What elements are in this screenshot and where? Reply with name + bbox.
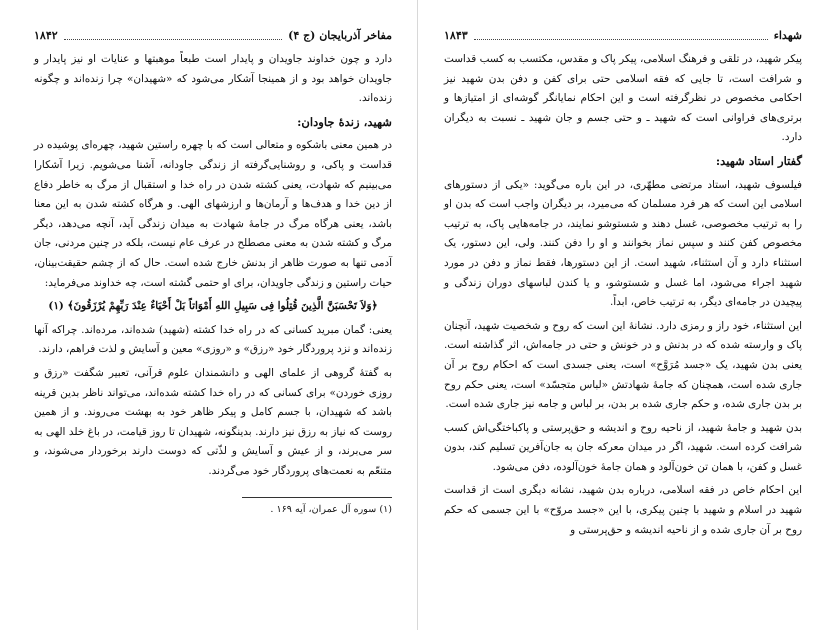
- paragraph: در همین معنی باشکوه و متعالی است که با چهره راستین شهید، چهره‌ای پوشیده در قداست و پاکی، و روشنایی‌گرفته از زندگی جاودانه، آشنا می‌شویم. زیرا آشکارا می‌بینیم که شهادت، یعنی کشته شدن در راه خدا و استقبال از مرگ به خاطر دفاع از دین خدا و هدف‌ها و آرمان‌ها و ارزشهای الهی. و هرگاه کشته شدن به این معنا باشد، یعنی هرگاه مرگ در جامهٔ شهادت به میدان زندگی آید، آنچه می‌دهد، دیگر مرگ و کشته شدن به معنی مصطلح در عرف عام نیست، بلکه در چنین مردنی، جان آدمی تنها به صورت ظاهر از بدنش خارج شده است. حال که از چشم حقیقت‌بینان، حیات راستین و زندگی جاویدان، برای او حتمی گشته است، چه خداوند می‌فرماید:: [34, 139, 392, 289]
- header-dotted-leader: [64, 31, 282, 40]
- paragraph: این استثناء، خود راز و رمزی دارد. نشانهٔ این است که روح و شخصیت شهید، آنچنان پاک و وارسته شده که در بدنش و در خونش و حتی در جامه‌اش، اثر گذاشته است. یعنی بدن شهید، یک «جسد مُرَوَّح» است، یعنی جسدی است که احکام روح بر آن جاری شده است، همچنان که جامهٔ شهادتش «لباس متجسّد» است، یعنی حکم روح بر بدن جاری شده، و حکم جاری شده بر بدن، بر لباس و جامه نیز جاری شده است.: [444, 319, 802, 411]
- left-running-title: مفاخر آذربایجان (ج ۴): [288, 28, 392, 42]
- footnote-divider: [242, 497, 392, 498]
- right-page-header: [444, 28, 802, 42]
- right-page-number: ۱۸۴۳: [444, 28, 468, 42]
- paragraph: بدن شهید و جامهٔ شهید، از ناحیه روح و اندیشه و حق‌پرستی و پاکباختگی‌اش کسب شرافت کرده است. شهید، اگر در میدان معرکه جان به جان‌آفرین تسلیم کند، بدون غسل و کفن، با همان تن خون‌آلود و همان جامهٔ خون‌آلوده، دفن می‌شود.: [444, 421, 802, 473]
- footnote: (۱) سوره آل عمران، آیه ۱۶۹ .: [270, 504, 392, 516]
- left-page-header: [34, 28, 392, 42]
- paragraph: این احکام خاص در فقه اسلامی، درباره بدن شهید، نشانه دیگری است از قداست شهید در اسلام و شهید با چنین پیکری، با این «جسد مروّح» با این جسمی که حکم روح بر آن جاری شده و از ناحیه اندیشه و حق‌پرستی و: [444, 484, 802, 536]
- paragraph: فیلسوف شهید، استاد مرتضی مطهّری، در این باره می‌گوید: «یکی از دستورهای اسلامی این است که هر فرد مسلمان که می‌میرد، بر دیگران واجب است که بدن او را به ترتیب مخصوصی، غسل دهند و شستوشو نمایند، در جامه‌هایی پاک، به ترتیب مخصوص کفن کنند و سپس نماز بخوانند و او را دفن کنند. ولی، این دستور، یک استثناء دارد و آن استثناء، شهید است. از این دستورها، فقط نماز و دفن در مورد شهید اجراء می‌شود، اما غسل و شستوشو، و یا کندن لباسهای دوران زندگی و پیچیدن در جامه‌ای دیگر، به ترتیب خاص، ابداً.: [444, 178, 802, 309]
- left-page-number: ۱۸۴۲: [34, 28, 58, 42]
- paragraph: به گفتهٔ گروهی از علمای الهی و دانشمندان علوم قرآنی، تعبیر شگفت «رزق و روزی خوردن» برای کسانی که در راه خدا کشته شده‌اند، می‌تواند ناظر بدین قرینه باشد که شهیدان، با جسم کامل و پیکر ظاهر خود به بهشت می‌روند. و از همین روست که نیاز به رزق نیز دارند. بدینگونه، شهیدان تا روز قیامت، در باغ خلد الهی به سر می‌برند، و از عیش و آسایش و لذّتی که دوست دارند برخوردار می‌شوند، و متنعّم به نعمت‌های پروردگار خود می‌گردند.: [34, 366, 392, 477]
- paragraph: پیکر شهید، در تلقی و فرهنگ اسلامی، پیکر پاک و مقدس، مکتسب به کسب قداست و شرافت است، تا جایی که فقه اسلامی حتی برای کفن و دفن بدن شهید نیز احکامی مخصوص در نظرگرفته است و این احکام نمایانگر گوشه‌ای از امتیازها و برتری‌های فراوانی است که شهید ـ و حتی جسم و جان شهید ـ نسبت به دیگران دارد.: [444, 53, 802, 144]
- header-dotted-leader: [474, 31, 768, 40]
- paragraph: دارد و چون خداوند جاویدان و پایدار است طبعاً موهبتها و عنایات او نیز پایدار و جاویدان خواهد بود و از همینجا آشکار می‌شود که «شهیدان» چرا زنده‌اند و چگونه زنده‌اند.: [34, 53, 392, 105]
- right-page: [418, 0, 836, 630]
- section-heading: شهید، زندهٔ جاودان:: [297, 114, 392, 129]
- section-heading: گفتار استاد شهید:: [715, 153, 802, 168]
- quran-verse: ﴿وَلاَ تَحْسَبَنَّ الَّذِینَ قُتِلُوا فِی سَبِیلِ اللهِ أَمْوَاتاً بَلْ أَحْیَاءٌ عِنْدَ رَبِّهِمْ یُرْزَقُونَ﴾ (۱): [48, 300, 378, 313]
- right-running-title: شهداء: [773, 28, 802, 42]
- left-page-body: [34, 50, 392, 481]
- paragraph: یعنی: گمان مبرید کسانی که در راه خدا کشته (شهید) شده‌اند، مرده‌اند. چراکه آنها زنده‌اند و نزد پروردگار خود «رزق» و «روزی» معین و آسایش و لذت فراهم، دارند.: [34, 323, 392, 356]
- right-page-body: [444, 50, 802, 540]
